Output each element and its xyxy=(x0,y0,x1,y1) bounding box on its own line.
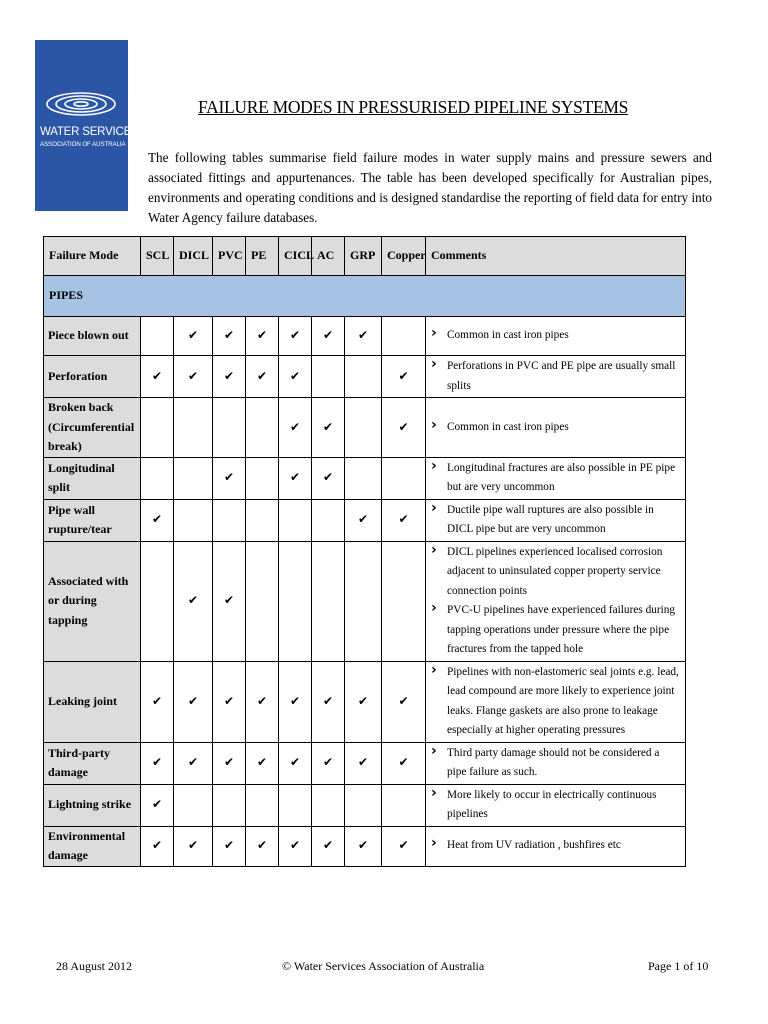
check-mark-icon: ✔ xyxy=(382,826,426,866)
empty-cell xyxy=(246,541,279,661)
table-row xyxy=(44,398,686,458)
table-row xyxy=(44,784,686,826)
empty-cell xyxy=(141,457,174,499)
check-mark-icon: ✔ xyxy=(174,826,213,866)
check-mark-icon: ✔ xyxy=(246,826,279,866)
comments-cell xyxy=(426,541,686,661)
check-mark-icon: ✔ xyxy=(174,661,213,742)
intro-paragraph: The following tables summarise field failure modes in water supply mains and pressure sewers and associated fittings and appurtenances. The table has been developed specifically for Australian pipes, environments and operating conditions and is designed standardise the reporting of field data for entry into Water Agency failure databases. xyxy=(148,150,712,225)
logo-line-2: ASSOCIATION OF AUSTRALIA xyxy=(40,141,126,148)
footer-copyright: © Water Services Association of Australia xyxy=(282,959,485,973)
empty-cell xyxy=(312,356,345,398)
check-mark-icon: ✔ xyxy=(141,661,174,742)
check-mark-icon: ✔ xyxy=(345,499,382,541)
check-mark-icon: ✔ xyxy=(174,356,213,398)
check-mark-icon: ✔ xyxy=(141,742,174,784)
check-mark-icon: ✔ xyxy=(279,826,312,866)
empty-cell xyxy=(213,784,246,826)
footer-date: 28 August 2012 xyxy=(56,959,133,973)
check-mark-icon: ✔ xyxy=(141,826,174,866)
comments-cell xyxy=(426,317,686,356)
failure-mode-label: Longitudinal split xyxy=(44,457,141,499)
comment-item: › More likely to occur in electrically continuous pipelines xyxy=(430,786,681,825)
comment-item: › Third party damage should not be considered a pipe failure as such. xyxy=(430,744,681,783)
table-row xyxy=(44,317,686,356)
check-mark-icon: ✔ xyxy=(174,317,213,356)
comment-item: › Common in cast iron pipes xyxy=(430,326,681,346)
check-mark-icon: ✔ xyxy=(312,826,345,866)
check-mark-icon: ✔ xyxy=(174,742,213,784)
comment-item: › Ductile pipe wall ruptures are also possible in DICL pipe but are very uncommon xyxy=(430,501,681,540)
logo-line-1: WATER SERVICES xyxy=(40,126,139,138)
check-mark-icon: ✔ xyxy=(382,398,426,458)
empty-cell xyxy=(345,541,382,661)
table-row xyxy=(44,742,686,784)
empty-cell xyxy=(279,499,312,541)
failure-mode-label: Perforation xyxy=(44,356,141,398)
check-mark-icon: ✔ xyxy=(345,826,382,866)
empty-cell xyxy=(345,457,382,499)
check-mark-icon: ✔ xyxy=(382,742,426,784)
failure-mode-label: Broken back (Circumferential break) xyxy=(44,398,141,458)
check-mark-icon: ✔ xyxy=(279,742,312,784)
check-mark-icon: ✔ xyxy=(141,784,174,826)
comment-item: › Pipelines with non-elastomeric seal joints e.g. lead, lead compound are more likely to experience joint leaks. Flange gaskets are also prone to leakage especially at higher operating pressures xyxy=(430,663,681,741)
empty-cell xyxy=(174,784,213,826)
empty-cell xyxy=(246,499,279,541)
failure-mode-label: Third-party damage xyxy=(44,742,141,784)
table-header-row xyxy=(44,237,686,276)
check-mark-icon: ✔ xyxy=(279,398,312,458)
comments-cell xyxy=(426,826,686,866)
check-mark-icon: ✔ xyxy=(312,457,345,499)
empty-cell xyxy=(382,457,426,499)
check-mark-icon: ✔ xyxy=(174,541,213,661)
check-mark-icon: ✔ xyxy=(312,317,345,356)
check-mark-icon: ✔ xyxy=(213,742,246,784)
check-mark-icon: ✔ xyxy=(213,661,246,742)
empty-cell xyxy=(246,457,279,499)
check-mark-icon: ✔ xyxy=(141,356,174,398)
empty-cell xyxy=(246,784,279,826)
water-ripple-icon xyxy=(43,90,119,118)
comment-item: › DICL pipelines experienced localised corrosion adjacent to uninsulated copper property service connection points xyxy=(430,543,681,602)
empty-cell xyxy=(382,317,426,356)
comments-cell xyxy=(426,499,686,541)
table-row xyxy=(44,457,686,499)
empty-cell xyxy=(141,398,174,458)
check-mark-icon: ✔ xyxy=(213,356,246,398)
check-mark-icon: ✔ xyxy=(213,541,246,661)
table-row xyxy=(44,499,686,541)
check-mark-icon: ✔ xyxy=(279,317,312,356)
check-mark-icon: ✔ xyxy=(345,661,382,742)
failure-modes-table xyxy=(43,236,686,867)
table-row xyxy=(44,661,686,742)
check-mark-icon: ✔ xyxy=(382,499,426,541)
check-mark-icon: ✔ xyxy=(312,742,345,784)
check-mark-icon: ✔ xyxy=(246,356,279,398)
empty-cell xyxy=(345,398,382,458)
empty-cell xyxy=(141,317,174,356)
column-header: DICL xyxy=(174,237,213,276)
check-mark-icon: ✔ xyxy=(312,661,345,742)
column-header: SCL xyxy=(141,237,174,276)
check-mark-icon: ✔ xyxy=(345,317,382,356)
check-mark-icon: ✔ xyxy=(246,661,279,742)
table-row xyxy=(44,826,686,866)
check-mark-icon: ✔ xyxy=(279,457,312,499)
footer-page-number: Page 1 of 10 xyxy=(648,959,709,973)
column-header: PE xyxy=(246,237,279,276)
check-mark-icon: ✔ xyxy=(141,499,174,541)
section-label: PIPES xyxy=(44,276,686,317)
check-mark-icon: ✔ xyxy=(246,742,279,784)
check-mark-icon: ✔ xyxy=(213,826,246,866)
check-mark-icon: ✔ xyxy=(312,398,345,458)
table-row xyxy=(44,541,686,661)
section-row xyxy=(44,276,686,317)
failure-mode-label: Pipe wall rupture/tear xyxy=(44,499,141,541)
comments-cell xyxy=(426,356,686,398)
comment-item: › PVC-U pipelines have experienced failures during tapping operations under pressure where the pipe fractures from the tapped hole xyxy=(430,601,681,660)
empty-cell xyxy=(382,541,426,661)
check-mark-icon: ✔ xyxy=(345,742,382,784)
column-header: Failure Mode xyxy=(44,237,141,276)
page-title: FAILURE MODES IN PRESSURISED PIPELINE SYSTEMS xyxy=(198,97,629,117)
empty-cell xyxy=(312,784,345,826)
check-mark-icon: ✔ xyxy=(213,457,246,499)
empty-cell xyxy=(141,541,174,661)
comments-cell xyxy=(426,742,686,784)
empty-cell xyxy=(213,398,246,458)
empty-cell xyxy=(174,398,213,458)
table-row xyxy=(44,356,686,398)
empty-cell xyxy=(312,499,345,541)
comment-item: › Longitudinal fractures are also possible in PE pipe but are very uncommon xyxy=(430,459,681,498)
column-header: PVC xyxy=(213,237,246,276)
empty-cell xyxy=(279,784,312,826)
empty-cell xyxy=(213,499,246,541)
empty-cell xyxy=(312,541,345,661)
comments-cell xyxy=(426,398,686,458)
comments-cell xyxy=(426,457,686,499)
check-mark-icon: ✔ xyxy=(382,661,426,742)
comments-cell xyxy=(426,784,686,826)
column-header: Comments xyxy=(426,237,686,276)
comment-item: › Heat from UV radiation , bushfires etc xyxy=(430,836,681,856)
column-header: CICL xyxy=(279,237,312,276)
check-mark-icon: ✔ xyxy=(382,356,426,398)
failure-mode-label: Lightning strike xyxy=(44,784,141,826)
empty-cell xyxy=(345,356,382,398)
empty-cell xyxy=(382,784,426,826)
comments-cell xyxy=(426,661,686,742)
column-header: GRP xyxy=(345,237,382,276)
check-mark-icon: ✔ xyxy=(213,317,246,356)
column-header: AC xyxy=(312,237,345,276)
empty-cell xyxy=(279,541,312,661)
empty-cell xyxy=(174,499,213,541)
column-header: Copper xyxy=(382,237,426,276)
wsaa-logo xyxy=(35,40,139,211)
empty-cell xyxy=(345,784,382,826)
empty-cell xyxy=(246,398,279,458)
failure-mode-label: Leaking joint xyxy=(44,661,141,742)
failure-mode-label: Associated with or during tapping xyxy=(44,541,141,661)
failure-mode-label: Piece blown out xyxy=(44,317,141,356)
failure-mode-label: Environmental damage xyxy=(44,826,141,866)
comment-item: › Common in cast iron pipes xyxy=(430,418,681,438)
check-mark-icon: ✔ xyxy=(246,317,279,356)
empty-cell xyxy=(174,457,213,499)
check-mark-icon: ✔ xyxy=(279,356,312,398)
comment-item: › Perforations in PVC and PE pipe are usually small splits xyxy=(430,357,681,396)
check-mark-icon: ✔ xyxy=(279,661,312,742)
